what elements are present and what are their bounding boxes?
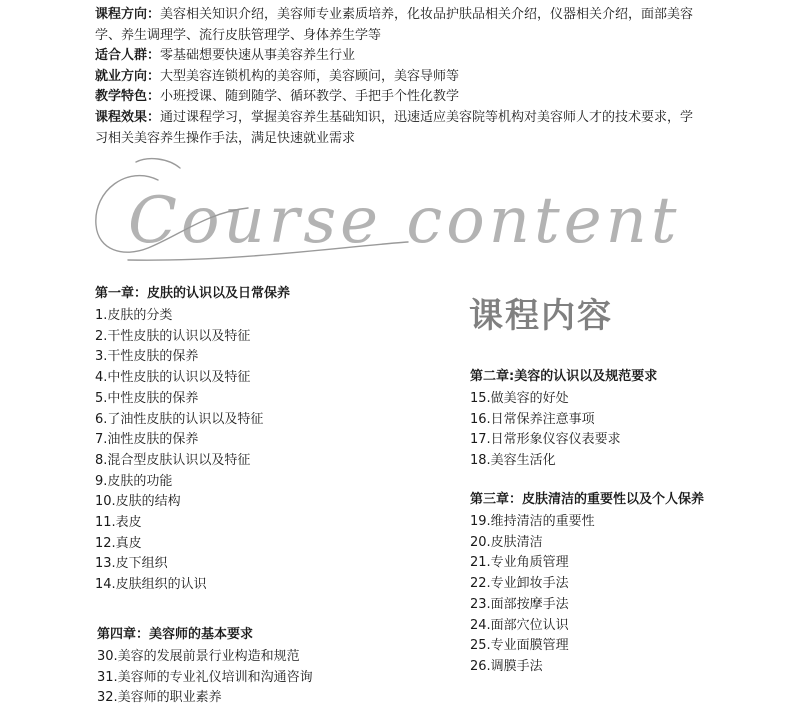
intro-label: 教学特色： (95, 89, 161, 105)
list-item: 4.中性皮肤的认识以及特征 (95, 370, 251, 386)
chapter-items (95, 306, 290, 596)
list-item: 21.专业角质管理 (470, 555, 569, 571)
chapter-4 (97, 625, 313, 709)
list-item: 23.面部按摩手法 (470, 596, 569, 612)
list-item: 7.油性皮肤的保养 (95, 432, 199, 448)
list-item: 15.做美容的好处 (470, 391, 569, 406)
intro-teaching (95, 87, 695, 108)
script-course-content-title (88, 150, 728, 270)
list-item: 32.美容师的职业素养 (97, 690, 222, 706)
list-item: 31.美容师的专业礼仪培训和沟通咨询 (97, 669, 313, 685)
intro-direction (95, 5, 695, 46)
intro-effect (95, 108, 695, 149)
chapter-title: 第一章：皮肤的认识以及日常保养 (95, 286, 291, 301)
chapter-items (97, 647, 313, 709)
section-title: 课程内容 (469, 296, 613, 336)
list-item: 8.混合型皮肤认识以及特征 (95, 452, 251, 468)
list-item: 26.调膜手法 (470, 658, 543, 674)
intro-label: 课程方向： (95, 7, 161, 22)
list-item: 1.皮肤的分类 (95, 308, 173, 323)
script-title-text: Course content (128, 184, 681, 258)
intro-text: 美容相关知识介绍，美容师专业素质培养，化妆品护肤品相关介绍，仪器相关介绍，面部美容学、养生调理学、流行皮肤管理学、身体养生学等 (95, 7, 694, 43)
list-item: 19.维持清洁的重要性 (470, 514, 595, 529)
chapter-3 (470, 490, 704, 678)
intro-text: 通过课程学习，掌握美容养生基础知识，迅速适应美容院等机构对美容师人才的技术要求，学习相关美容养生操作手法，满足快速就业需求 (95, 109, 694, 146)
list-item: 18.美容生活化 (470, 453, 556, 469)
chapter-items (470, 389, 657, 472)
list-item: 10.皮肤的结构 (95, 494, 181, 510)
list-item: 11.表皮 (95, 515, 142, 531)
list-item: 9.皮肤的功能 (95, 473, 173, 489)
list-item: 17.日常形象仪容仪表要求 (470, 432, 621, 448)
chapter-title: 第三章：皮肤清洁的重要性以及个人保养 (470, 492, 705, 507)
intro-text: 大型美容连锁机构的美容师，美容顾问，美容导师等 (160, 68, 460, 84)
list-item: 3.干性皮肤的保养 (95, 349, 199, 365)
intro-audience (95, 46, 695, 67)
chapter-2 (470, 367, 657, 472)
chapter-title: 第二章:美容的认识以及规范要求 (470, 369, 658, 384)
list-item: 6.了油性皮肤的认识以及特征 (95, 411, 264, 427)
chapter-1 (95, 284, 290, 596)
intro-career (95, 67, 695, 88)
intro-label: 课程效果： (95, 109, 161, 125)
list-item: 25.专业面膜管理 (470, 638, 569, 654)
list-item: 30.美容的发展前景行业构造和规范 (97, 649, 300, 664)
chapter-items (470, 512, 704, 678)
list-item: 12.真皮 (95, 535, 142, 551)
list-item: 5.中性皮肤的保养 (95, 390, 199, 406)
list-item: 13.皮下组织 (95, 556, 168, 572)
chapter-title: 第四章：美容师的基本要求 (97, 627, 254, 642)
intro-label: 就业方向： (95, 68, 161, 84)
list-item: 14.皮肤组织的认识 (95, 577, 207, 593)
course-intro (95, 5, 695, 149)
list-item: 20.皮肤清洁 (470, 534, 543, 550)
intro-label: 适合人群： (95, 48, 161, 64)
intro-text: 零基础想要快速从事美容养生行业 (160, 48, 356, 64)
list-item: 24.面部穴位认识 (470, 617, 569, 633)
list-item: 2.干性皮肤的认识以及特征 (95, 328, 251, 344)
list-item: 16.日常保养注意事项 (470, 411, 595, 427)
intro-text: 小班授课、随到随学、循环教学、手把手个性化教学 (160, 89, 460, 105)
list-item: 22.专业卸妆手法 (470, 576, 569, 592)
